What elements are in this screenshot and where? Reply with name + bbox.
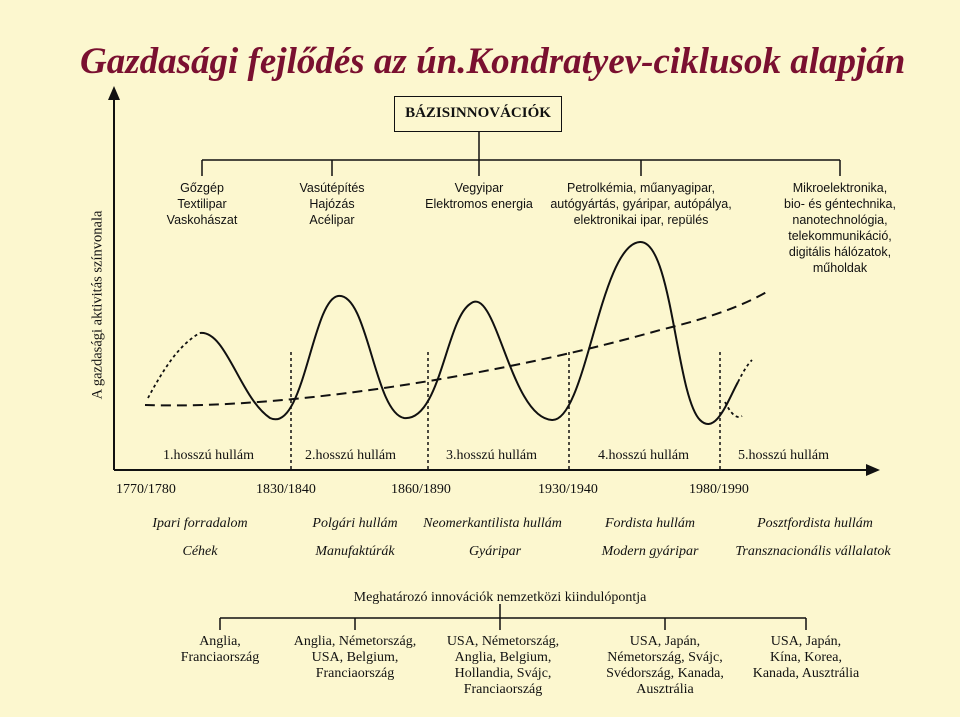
year-label-5: 1980/1990 bbox=[689, 482, 749, 497]
origins-title: Meghatározó innovációk nemzetközi kiindulópontja bbox=[353, 590, 647, 605]
innovation-line: telekommunikáció, bbox=[788, 229, 892, 243]
org-label-1: Céhek bbox=[182, 544, 218, 559]
innovation-block-4 bbox=[546, 180, 736, 228]
innovation-line: Mikroelektronika, bbox=[792, 181, 888, 195]
origin-line: USA, Németország, bbox=[446, 634, 560, 649]
innovation-line: Gőzgép bbox=[180, 181, 224, 195]
innovation-line: digitális hálózatok, bbox=[788, 245, 892, 259]
innovation-line: Elektromos energia bbox=[425, 197, 533, 211]
innovation-block-1 bbox=[152, 180, 252, 228]
innovation-line: Textilipar bbox=[177, 197, 227, 211]
origin-line: Hollandia, Svájc, bbox=[454, 666, 552, 681]
trend-line bbox=[145, 290, 770, 405]
era-label-2: Polgári hullám bbox=[312, 516, 398, 531]
origin-line: Anglia, Németország, bbox=[293, 634, 417, 649]
era-label-5: Posztfordista hullám bbox=[757, 516, 873, 531]
innovation-line: Petrolkémia, műanyagipar, bbox=[567, 181, 715, 195]
origin-line: USA, Japán, bbox=[629, 634, 701, 649]
year-label-4: 1930/1940 bbox=[538, 482, 598, 497]
origin-line: Anglia, Belgium, bbox=[454, 650, 552, 665]
innovation-line: műholdak bbox=[812, 261, 868, 275]
origin-line: Kanada, Ausztrália bbox=[752, 666, 860, 681]
origin-block-2 bbox=[280, 634, 430, 682]
era-label-3: Neomerkantilista hullám bbox=[423, 516, 562, 531]
innovation-line: nanotechnológia, bbox=[792, 213, 888, 227]
innovation-line: Hajózás bbox=[309, 197, 355, 211]
org-label-4: Modern gyáripar bbox=[601, 544, 699, 559]
org-label-2: Manufaktúrák bbox=[315, 544, 395, 559]
x-axis-arrow bbox=[866, 464, 880, 476]
innovation-line: autógyártás, gyáripar, autópálya, bbox=[550, 197, 732, 211]
innovation-line: Vegyipar bbox=[454, 181, 504, 195]
origin-line: Németország, Svájc, bbox=[607, 650, 723, 665]
origin-line: USA, Belgium, bbox=[311, 650, 399, 665]
y-axis-arrow bbox=[108, 86, 120, 100]
origin-block-3 bbox=[428, 634, 578, 698]
origin-block-5 bbox=[738, 634, 874, 682]
wave-label-5: 5.hosszú hullám bbox=[738, 448, 829, 463]
org-label-5: Transznacionális vállalatok bbox=[735, 544, 891, 559]
origin-line: Ausztrália bbox=[636, 682, 694, 697]
basic-innovations-box: BÁZISINNOVÁCIÓK bbox=[394, 96, 562, 132]
org-label-3: Gyáripar bbox=[468, 544, 522, 559]
era-label-1: Ipari forradalom bbox=[152, 516, 248, 531]
wave-label-4: 4.hosszú hullám bbox=[598, 448, 689, 463]
innovation-line: bio- és géntechnika, bbox=[784, 197, 896, 211]
wave-label-1: 1.hosszú hullám bbox=[163, 448, 254, 463]
origin-line: Anglia, bbox=[199, 634, 241, 649]
wave-lead-dotted bbox=[148, 333, 200, 398]
origin-line: Svédország, Kanada, bbox=[606, 666, 724, 681]
y-axis-label: A gazdasági aktivitás színvonala bbox=[89, 210, 106, 400]
origin-line: Franciaország bbox=[180, 650, 260, 665]
origin-block-4 bbox=[590, 634, 740, 698]
wave-label-3: 3.hosszú hullám bbox=[446, 448, 537, 463]
innovation-block-2 bbox=[282, 180, 382, 228]
innovation-line: Vaskohászat bbox=[166, 213, 238, 227]
innovation-block-3 bbox=[409, 180, 549, 212]
innovation-line: Vasútépítés bbox=[299, 181, 365, 195]
innovation-line: Acélipar bbox=[309, 213, 355, 227]
origin-line: USA, Japán, bbox=[770, 634, 842, 649]
year-label-1: 1770/1780 bbox=[116, 482, 176, 497]
year-label-3: 1860/1890 bbox=[391, 482, 451, 497]
origin-line: Kína, Korea, bbox=[770, 650, 842, 665]
page-title: Gazdasági fejlődés az ún.Kondratyev-ciklusok alapján bbox=[80, 41, 906, 82]
wave-label-2: 2.hosszú hullám bbox=[305, 448, 396, 463]
origin-line: Franciaország bbox=[463, 682, 543, 697]
year-label-2: 1830/1840 bbox=[256, 482, 316, 497]
wave-solid bbox=[200, 242, 738, 424]
innovation-block-5 bbox=[770, 180, 910, 276]
origin-line: Franciaország bbox=[315, 666, 395, 681]
era-label-4: Fordista hullám bbox=[604, 516, 696, 531]
innovation-line: elektronikai ipar, repülés bbox=[573, 213, 709, 227]
wave-trail-dotted bbox=[738, 360, 752, 382]
origin-block-1 bbox=[160, 634, 280, 666]
